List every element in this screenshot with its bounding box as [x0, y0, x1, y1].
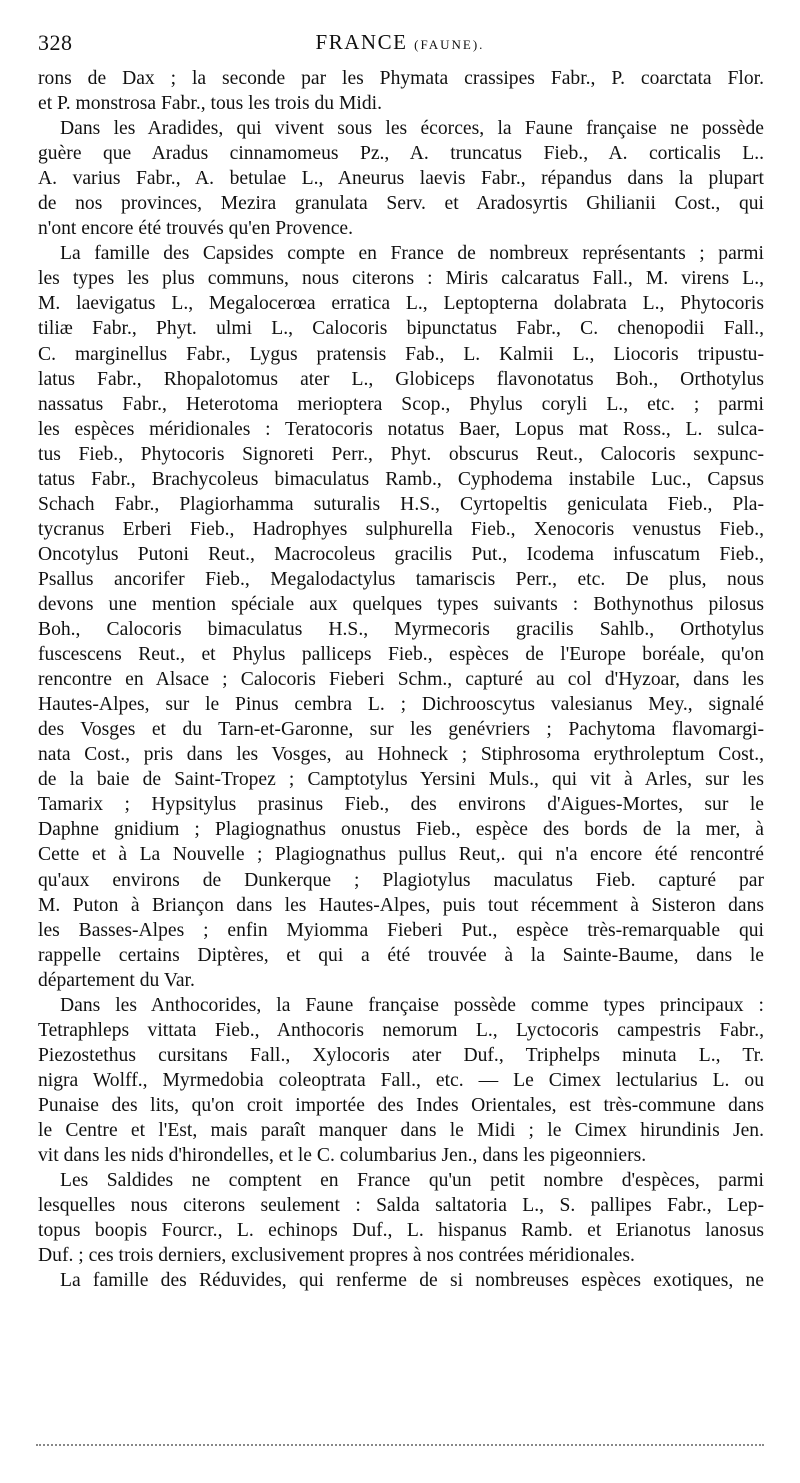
- text-line: La famille des Réduvides, qui renferme de si nombreuses espèces exotiques, ne: [60, 1270, 764, 1292]
- text-line: vit dans les nids d'hirondelles, et le C. columbarius Jen., dans les pigeonniers.: [38, 1145, 647, 1167]
- text-line: qu'aux environs de Dunkerque ; Plagiotylus maculatus Fieb. capturé par: [38, 869, 764, 891]
- text-line: Piezostethus cursitans Fall., Xylocoris ater Duf., Triphelps minuta L., Tr.: [38, 1044, 764, 1066]
- text-line: C. marginellus Fabr., Lygus pratensis Fab., L. Kalmii L., Liocoris tripustu-: [38, 343, 764, 365]
- running-head: [38, 30, 762, 55]
- text-line: rons de Dax ; la seconde par les Phymata crassipes Fabr., P. coarctata Flor.: [38, 68, 764, 89]
- text-line: lesquelles nous citerons seulement : Salda saltatoria L., S. pallipes Fabr., Lep-: [38, 1195, 764, 1217]
- text-line: nata Cost., pris dans les Vosges, au Hohneck ; Stiphrosoma erythroleptum Cost.,: [38, 744, 764, 766]
- text-line: tatus Fabr., Brachycoleus bimaculatus Ramb., Cyphodema instabile Luc., Capsus: [38, 468, 764, 490]
- text-line: topus boopis Fourcr., L. echinops Duf., L. hispanus Ramb. et Erianotus lanosus: [38, 1220, 764, 1242]
- text-line: Punaise des lits, qu'on croit importée des Indes Orientales, est très-commune dans: [38, 1094, 764, 1116]
- text-line: tiliæ Fabr., Phyt. ulmi L., Calocoris bipunctatus Fabr., C. chenopodii Fall.,: [38, 318, 764, 340]
- text-line: département du Var.: [38, 969, 195, 991]
- text-line: Hautes-Alpes, sur le Pinus cembra L. ; Dichrooscytus valesianus Mey., signalé: [38, 694, 764, 716]
- text-line: M. laevigatus L., Megalocerœa erratica L., Leptopterna dolabrata L., Phytocoris: [38, 293, 764, 315]
- text-line: de nos provinces, Mezira granulata Serv. et Aradosyrtis Ghilianii Cost., qui: [38, 193, 764, 215]
- text-line: le Centre et l'Est, mais paraît manquer dans le Midi ; le Cimex hirundinis Jen.: [38, 1119, 764, 1141]
- text-line: des Vosges et du Tarn-et-Garonne, sur les genévriers ; Pachytoma flavomargi-: [38, 719, 764, 741]
- text-line: les Basses-Alpes ; enfin Myiomma Fieberi Put., espèce très-remarquable qui: [38, 919, 764, 941]
- running-title: FRANCE: [315, 30, 408, 54]
- text-line: Cette et à La Nouvelle ; Plagiognathus pullus Reut,. qui n'a encore été rencontré: [38, 844, 764, 866]
- text-line: M. Puton à Briançon dans les Hautes-Alpes, puis tout récemment à Sisteron dans: [38, 894, 764, 916]
- page-number: 328: [38, 30, 73, 55]
- text-line: Dans les Aradides, qui vivent sous les écorces, la Faune française ne possède: [60, 118, 764, 140]
- text-line: et P. monstrosa Fabr., tous les trois du Midi.: [38, 93, 382, 115]
- text-line: n'ont encore été trouvés qu'en Provence.: [38, 218, 354, 240]
- body-text: [38, 66, 764, 1293]
- text-line: nigra Wolff., Myrmedobia coleoptrata Fall., etc. — Le Cimex lectularius L. ou: [38, 1069, 764, 1091]
- text-line: devons une mention spéciale aux quelques types suivants : Bothynothus pilosus: [38, 593, 764, 615]
- text-line: Les Saldides ne comptent en France qu'un petit nombre d'espèces, parmi: [60, 1170, 764, 1192]
- text-line: tycranus Erberi Fieb., Hadrophyes sulphurella Fieb., Xenocoris venustus Fieb.,: [38, 518, 764, 540]
- text-line: Boh., Calocoris bimaculatus H.S., Myrmecoris gracilis Sahlb., Orthotylus: [38, 619, 764, 641]
- text-line: Oncotylus Putoni Reut., Macrocoleus gracilis Put., Icodema infuscatum Fieb.,: [38, 543, 764, 565]
- text-line: les espèces méridionales : Teratocoris notatus Baer, Lopus mat Ross., L. sulca-: [38, 418, 764, 440]
- text-line: Psallus ancorifer Fieb., Megalodactylus tamariscis Perr., etc. De plus, nous: [38, 568, 764, 590]
- text-line: Schach Fabr., Plagiorhamma suturalis H.S., Cyrtopeltis geniculata Fieb., Pla-: [38, 493, 764, 515]
- running-subtitle: (FAUNE).: [414, 37, 485, 52]
- text-line: de la baie de Saint-Tropez ; Camptotylus Yersini Muls., qui vit à Arles, sur les: [38, 769, 764, 791]
- text-line: rencontre en Alsace ; Calocoris Fieberi Schm., capturé au col d'Hyzoar, dans les: [38, 669, 764, 691]
- page-header: [38, 30, 762, 60]
- text-line: Tamarix ; Hypsitylus prasinus Fieb., des environs d'Aigues-Mortes, sur le: [38, 794, 764, 816]
- text-line: les types les plus communs, nous citerons : Miris calcaratus Fall., M. virens L.,: [38, 268, 764, 290]
- text-line: La famille des Capsides compte en France de nombreux représentants ; parmi: [60, 243, 764, 265]
- text-line: guère que Aradus cinnamomeus Pz., A. truncatus Fieb., A. corticalis L..: [38, 143, 764, 165]
- text-line: Daphne gnidium ; Plagiognathus onustus Fieb., espèce des bords de la mer, à: [38, 819, 764, 841]
- text-line: rappelle certains Diptères, et qui a été trouvée à la Sainte-Baume, dans le: [38, 944, 764, 966]
- text-line: fuscescens Reut., et Phylus palliceps Fieb., espèces de l'Europe boréale, qu'on: [38, 644, 764, 666]
- text-line: Duf. ; ces trois derniers, exclusivement propres à nos contrées méridionales.: [38, 1245, 635, 1267]
- text-line: Dans les Anthocorides, la Faune française possède comme types principaux :: [60, 994, 764, 1016]
- text-line: tus Fieb., Phytocoris Signoreti Perr., Phyt. obscurus Reut., Calocoris sexpunc-: [38, 443, 764, 465]
- text-line: latus Fabr., Rhopalotomus ater L., Globiceps flavonotatus Boh., Orthotylus: [38, 368, 764, 390]
- text-line: nassatus Fabr., Heterotoma merioptera Scop., Phylus coryli L., etc. ; parmi: [38, 393, 764, 415]
- text-line: Tetraphleps vittata Fieb., Anthocoris nemorum L., Lyctocoris campestris Fabr.,: [38, 1019, 764, 1041]
- text-line: A. varius Fabr., A. betulae L., Aneurus laevis Fabr., répandus dans la plupart: [38, 168, 764, 190]
- footer-rule: [36, 1444, 764, 1448]
